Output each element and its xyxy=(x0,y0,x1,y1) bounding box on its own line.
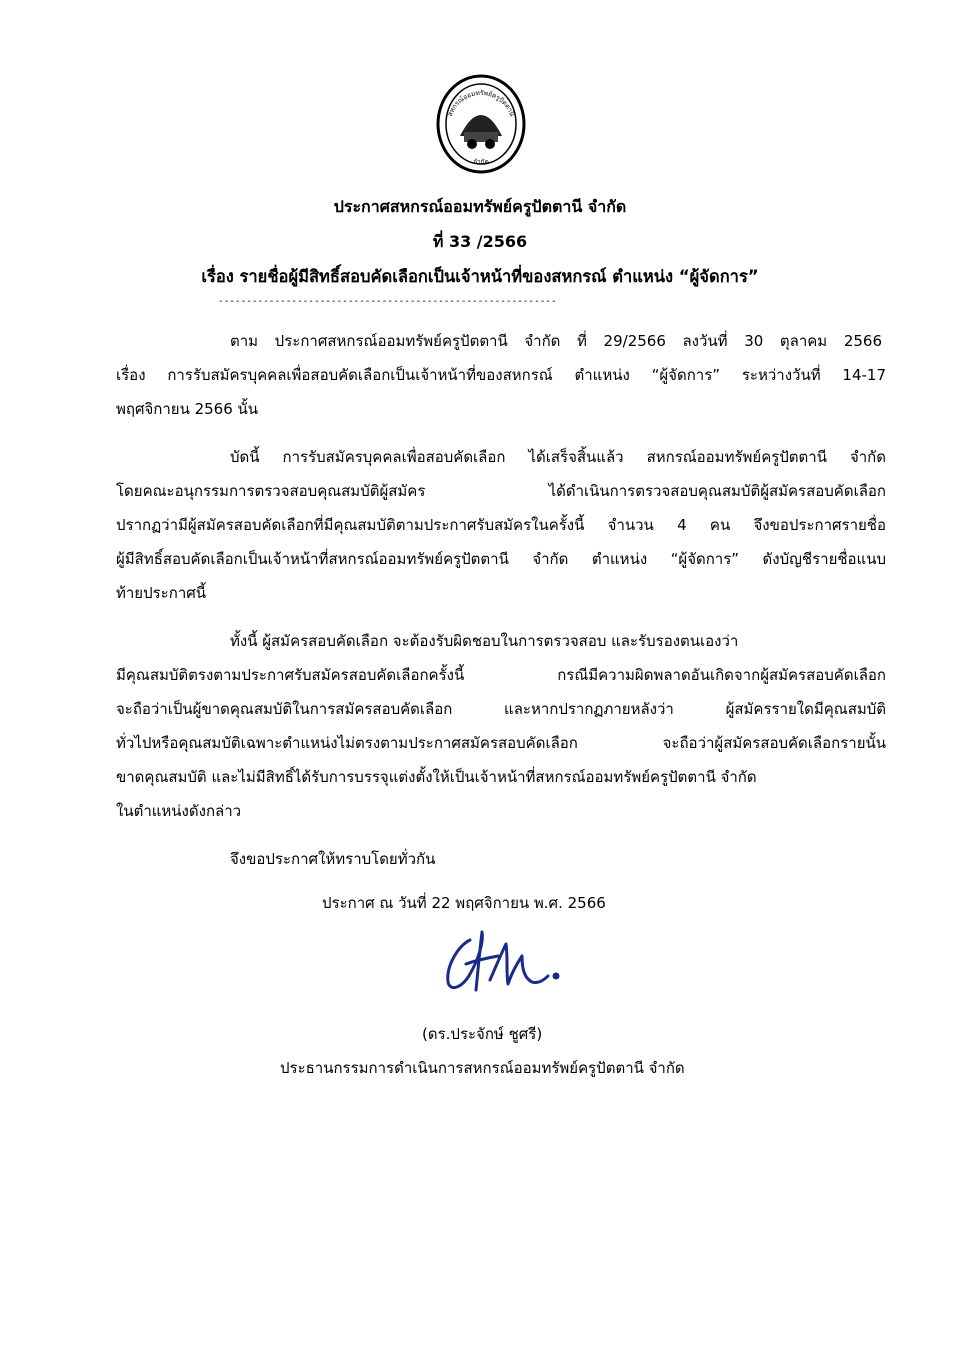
announcement-date: ประกาศ ณ วันที่ 22 พฤศจิกายน พ.ศ. 2566 xyxy=(322,894,606,912)
announcement-title: ประกาศสหกรณ์ออมทรัพย์ครูปัตตานี จำกัด xyxy=(333,197,627,216)
p2-line-3: ปรากฏว่ามีผู้สมัครสอบคัดเลือกที่มีคุณสมบัติตามประกาศรับสมัครในครั้งนี้ จำนวน 4 คน จึงขอประกาศรายชื่อ xyxy=(116,516,886,534)
signatory-position: ประธานกรรมการดำเนินการสหกรณ์ออมทรัพย์ครูปัตตานี จำกัด xyxy=(280,1059,685,1077)
cooperative-seal-logo xyxy=(436,74,526,178)
p3-line-5: ขาดคุณสมบัติ และไม่มีสิทธิ์ได้รับการบรรจุแต่งตั้งให้เป็นเจ้าหน้าที่สหกรณ์ออมทรัพย์ครูปัตตานี จำกัด xyxy=(116,768,757,786)
p3-line-2: มีคุณสมบัติตรงตามประกาศรับสมัครสอบคัดเลือกครั้งนี้ กรณีมีความผิดพลาดอันเกิดจากผู้สมัครสอบคัดเลือก xyxy=(116,666,886,684)
divider-rule: ------------------------------------------------------------ xyxy=(218,296,557,307)
announcement-subject: เรื่อง รายชื่อผู้มีสิทธิ์สอบคัดเลือกเป็นเจ้าหน้าที่ของสหกรณ์ ตำแหน่ง “ผู้จัดการ” xyxy=(201,267,759,286)
signatory-name: (ดร.ประจักษ์ ชูศรี) xyxy=(422,1025,543,1043)
p3-line-4: ทั่วไปหรือคุณสมบัติเฉพาะตำแหน่งไม่ตรงตามประกาศสมัครสอบคัดเลือก จะถือว่าผู้สมัครสอบคัดเลือกรายนั้น xyxy=(116,734,886,752)
announcement-number: ที่ 33 /2566 xyxy=(432,232,528,251)
p2-line-5: ท้ายประกาศนี้ xyxy=(116,584,207,602)
p3-line-6: ในตำแหน่งดังกล่าว xyxy=(116,802,242,820)
svg-text:จำกัด: จำกัด xyxy=(473,158,489,166)
handwritten-signature xyxy=(436,918,586,1000)
p3-line-3: จะถือว่าเป็นผู้ขาดคุณสมบัติในการสมัครสอบคัดเลือก และหากปรากฏภายหลังว่า ผู้สมัครรายใดมีคุณสมบัติ xyxy=(116,700,886,718)
p3-line-1: ทั้งนี้ ผู้สมัครสอบคัดเลือก จะต้องรับผิดชอบในการตรวจสอบ และรับรองตนเองว่า xyxy=(230,632,739,650)
p2-line-2: โดยคณะอนุกรรมการตรวจสอบคุณสมบัติผู้สมัคร ได้ดำเนินการตรวจสอบคุณสมบัติผู้สมัครสอบคัดเลือก xyxy=(116,482,886,500)
svg-text:สหกรณ์ออมทรัพย์ครูปัตตานี: สหกรณ์ออมทรัพย์ครูปัตตานี xyxy=(445,88,517,118)
p2-line-1: บัดนี้ การรับสมัครบุคคลเพื่อสอบคัดเลือก ได้เสร็จสิ้นแล้ว สหกรณ์ออมทรัพย์ครูปัตตานี จำกัด xyxy=(230,448,886,466)
p1-line-2: เรื่อง การรับสมัครบุคคลเพื่อสอบคัดเลือกเป็นเจ้าหน้าที่ของสหกรณ์ ตำแหน่ง “ผู้จัดการ” ระหว่างวันที่ 14-17 xyxy=(116,366,886,384)
closing-line: จึงขอประกาศให้ทราบโดยทั่วกัน xyxy=(230,850,436,868)
p2-line-4: ผู้มีสิทธิ์สอบคัดเลือกเป็นเจ้าหน้าที่สหกรณ์ออมทรัพย์ครูปัตตานี จำกัด ตำแหน่ง “ผู้จัดการ” ดังบัญชีรายชื่อแนบ xyxy=(116,550,886,568)
p1-line-3: พฤศจิกายน 2566 นั้น xyxy=(116,400,259,418)
p1-line-1: ตาม ประกาศสหกรณ์ออมทรัพย์ครูปัตตานี จำกัด ที่ 29/2566 ลงวันที่ 30 ตุลาคม 2566 xyxy=(230,332,882,350)
